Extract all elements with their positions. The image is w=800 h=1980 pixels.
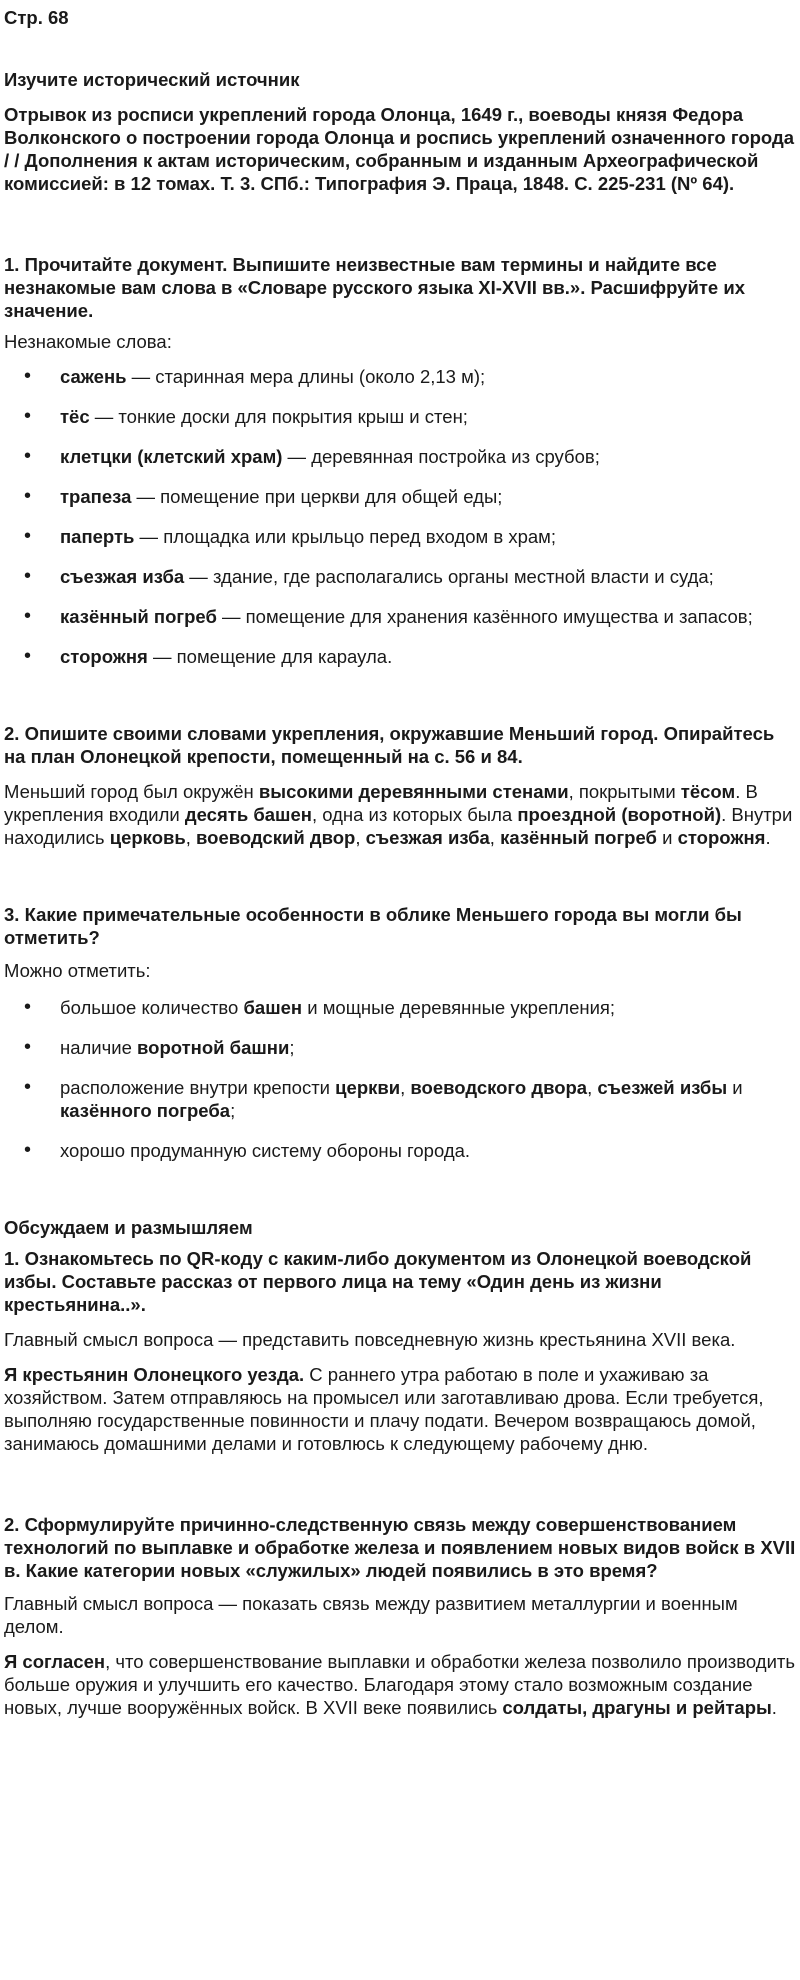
bullet-icon: • — [24, 445, 32, 467]
item-keyword: башен — [243, 997, 303, 1018]
term: съезжая изба — [60, 566, 185, 587]
q1-intro: Незнакомые слова: — [4, 331, 172, 352]
term: паперть — [60, 526, 135, 547]
item-text: , — [400, 1077, 411, 1098]
answer-text: , — [355, 827, 366, 848]
answer-keyword: десять башен — [184, 804, 312, 825]
item-text: и — [727, 1077, 743, 1098]
bullet-icon: • — [24, 1139, 32, 1161]
answer-keyword: тёсом — [680, 781, 736, 802]
spacer — [4, 353, 796, 365]
list-item — [4, 645, 796, 668]
term-definition: — помещение для хранения казённого имущества и запасов; — [216, 606, 753, 627]
term-definition: — площадка или крыльцо перед входом в храм; — [134, 526, 557, 547]
spacer — [4, 1638, 796, 1650]
discussion-2-answer — [4, 1650, 796, 1719]
spacer — [4, 1239, 796, 1247]
page-number-label: Стр. 68 — [4, 7, 69, 28]
term-definition: — старинная мера длины (около 2,13 м); — [126, 366, 486, 387]
term: казённый погреб — [60, 606, 217, 627]
list-item — [4, 1076, 796, 1122]
spacer — [4, 1316, 796, 1328]
study-heading: Изучите исторический источник — [4, 69, 300, 90]
term: сторожня — [60, 646, 148, 667]
spacer — [4, 91, 796, 103]
q2-answer — [4, 780, 796, 849]
answer-text: . Внутри находились — [4, 804, 793, 848]
answer-keyword: проездной (воротной) — [517, 804, 722, 825]
spacer — [4, 1455, 796, 1513]
item-text: и мощные деревянные укрепления; — [302, 997, 616, 1018]
bullet-icon: • — [24, 525, 32, 547]
spacer — [4, 668, 796, 722]
list-item — [4, 1139, 796, 1162]
question-2: 2. Опишите своими словами укрепления, окружавшие Меньший город. Опирайтесь на план Олонецкой крепости, помещенный на с. 56 и 84. — [4, 723, 775, 767]
term: тёс — [60, 406, 90, 427]
bullet-icon: • — [24, 565, 32, 587]
answer-keyword: высокими деревянными стенами — [258, 781, 569, 802]
discussion-2-main: Главный смысл вопроса — показать связь между развитием металлургии и военным делом. — [4, 1593, 738, 1637]
answer-keyword: солдаты, драгуны и рейтары — [502, 1697, 772, 1718]
question-1: 1. Прочитайте документ. Выпишите неизвестные вам термины и найдите все незнакомые вам слова в «Словаре русского языка XI-XVII вв.». Расшифруйте их значение. — [4, 254, 745, 321]
term: трапеза — [60, 486, 132, 507]
item-keyword: воротной башни — [137, 1037, 290, 1058]
answer-keyword: сторожня — [677, 827, 766, 848]
spacer — [4, 949, 796, 959]
answer-text: , — [185, 827, 197, 848]
answer-text: , одна из которых была — [311, 804, 518, 825]
item-text: расположение внутри крепости — [60, 1077, 336, 1098]
answer-text: . — [765, 827, 771, 848]
discussion-question-2: 2. Сформулируйте причинно-следственную связь между совершенствованием технологий по выплавке и обработке железа и появлением новых видов войск в XVII в. Какие категории новых «служилых» людей появились в это время? — [4, 1514, 796, 1581]
bullet-icon: • — [24, 996, 32, 1018]
bullet-icon: • — [24, 605, 32, 627]
answer-text: , покрытыми — [568, 781, 681, 802]
answer-keyword: воеводский двор — [196, 827, 356, 848]
answer-lead: Я согласен — [4, 1651, 106, 1672]
answer-text: Меньший город был окружён — [4, 781, 259, 802]
list-item — [4, 485, 796, 508]
question-3: 3. Какие примечательные особенности в облике Меньшего города вы могли бы отметить? — [4, 904, 742, 948]
spacer — [4, 768, 796, 780]
answer-text: и — [656, 827, 678, 848]
spacer — [4, 1351, 796, 1363]
q3-intro: Можно отметить: — [4, 960, 151, 981]
item-text: большое количество — [60, 997, 244, 1018]
item-keyword: казённого погреба — [60, 1100, 231, 1121]
source-citation: Отрывок из росписи укреплений города Олонца, 1649 г., воеводы князя Федора Волконского о построении города Олонца и роспись укреплений означенного города / / Дополнения к актам историческим, собранным и изданным Археографической комиссией: в 12 томах. Т. 3. СПб.: Типография Э. Праца, 1848. С. 225-231 (Nº 64). — [4, 104, 795, 194]
bullet-icon: • — [24, 1036, 32, 1058]
spacer — [4, 1162, 796, 1216]
discussion-heading: Обсуждаем и размышляем — [4, 1217, 253, 1238]
story-text: С раннего утра работаю в поле и ухаживаю за хозяйством. Затем отправляюсь на промысел или заготавливаю дрова. Если требуется, выполняю государственные повинности и плачу подати. Вечером возвращаюсь домой, занимаюсь домашними делами и готовлюсь к следующему рабочему дню. — [4, 1364, 764, 1454]
spacer — [4, 195, 796, 253]
spacer — [4, 322, 796, 330]
list-item — [4, 996, 796, 1019]
answer-keyword: казённый погреб — [500, 827, 657, 848]
answer-text: , — [489, 827, 501, 848]
list-item — [4, 1036, 796, 1059]
list-item — [4, 565, 796, 588]
answer-text: . — [771, 1697, 777, 1718]
story-lead: Я крестьянин Олонецкого уезда. — [4, 1364, 305, 1385]
list-item — [4, 365, 796, 388]
list-item — [4, 405, 796, 428]
term: клетцки (клетский храм) — [60, 446, 283, 467]
spacer — [4, 29, 796, 68]
item-keyword: съезжей избы — [597, 1077, 728, 1098]
list-item — [4, 525, 796, 548]
bullet-icon: • — [24, 1076, 32, 1098]
term-definition: — тонкие доски для покрытия крыш и стен; — [89, 406, 468, 427]
item-keyword: церкви — [335, 1077, 401, 1098]
term-definition: — помещение при церкви для общей еды; — [131, 486, 503, 507]
discussion-1-story — [4, 1363, 796, 1455]
item-keyword: воеводского двора — [410, 1077, 588, 1098]
discussion-question-1: 1. Ознакомьтесь по QR-коду с каким-либо документом из Олонецкой воеводской избы. Составьте рассказ от первого лица на тему «Один день из жизни крестьянина..». — [4, 1248, 752, 1315]
spacer — [4, 1582, 796, 1592]
bullet-icon: • — [24, 645, 32, 667]
term-definition: — здание, где располагались органы местной власти и суда; — [184, 566, 714, 587]
spacer — [4, 982, 796, 996]
terms-list — [4, 365, 796, 668]
answer-keyword: съезжая изба — [365, 827, 490, 848]
list-item — [4, 605, 796, 628]
list-item — [4, 445, 796, 468]
discussion-1-main: Главный смысл вопроса — представить повседневную жизнь крестьянина XVII века. — [4, 1329, 736, 1350]
item-text: хорошо продуманную систему обороны города. — [60, 1140, 471, 1161]
item-text: наличие — [60, 1037, 138, 1058]
spacer — [4, 849, 796, 903]
term: сажень — [60, 366, 127, 387]
term-definition: — деревянная постройка из срубов; — [282, 446, 600, 467]
answer-keyword: церковь — [109, 827, 186, 848]
answer-text: . В укрепления входили — [4, 781, 758, 825]
item-text: ; — [289, 1037, 295, 1058]
answer-text: , что совершенствование выплавки и обработки железа позволило производить больше оружия и улучшить его качество. Благодаря этому стало возможным создание новых, лучше вооружённых войск. В XVII веке появились — [4, 1651, 796, 1718]
bullet-icon: • — [24, 485, 32, 507]
term-definition: — помещение для караула. — [147, 646, 393, 667]
features-list — [4, 996, 796, 1162]
item-text: ; — [230, 1100, 236, 1121]
bullet-icon: • — [24, 405, 32, 427]
bullet-icon: • — [24, 365, 32, 387]
item-text: , — [587, 1077, 598, 1098]
